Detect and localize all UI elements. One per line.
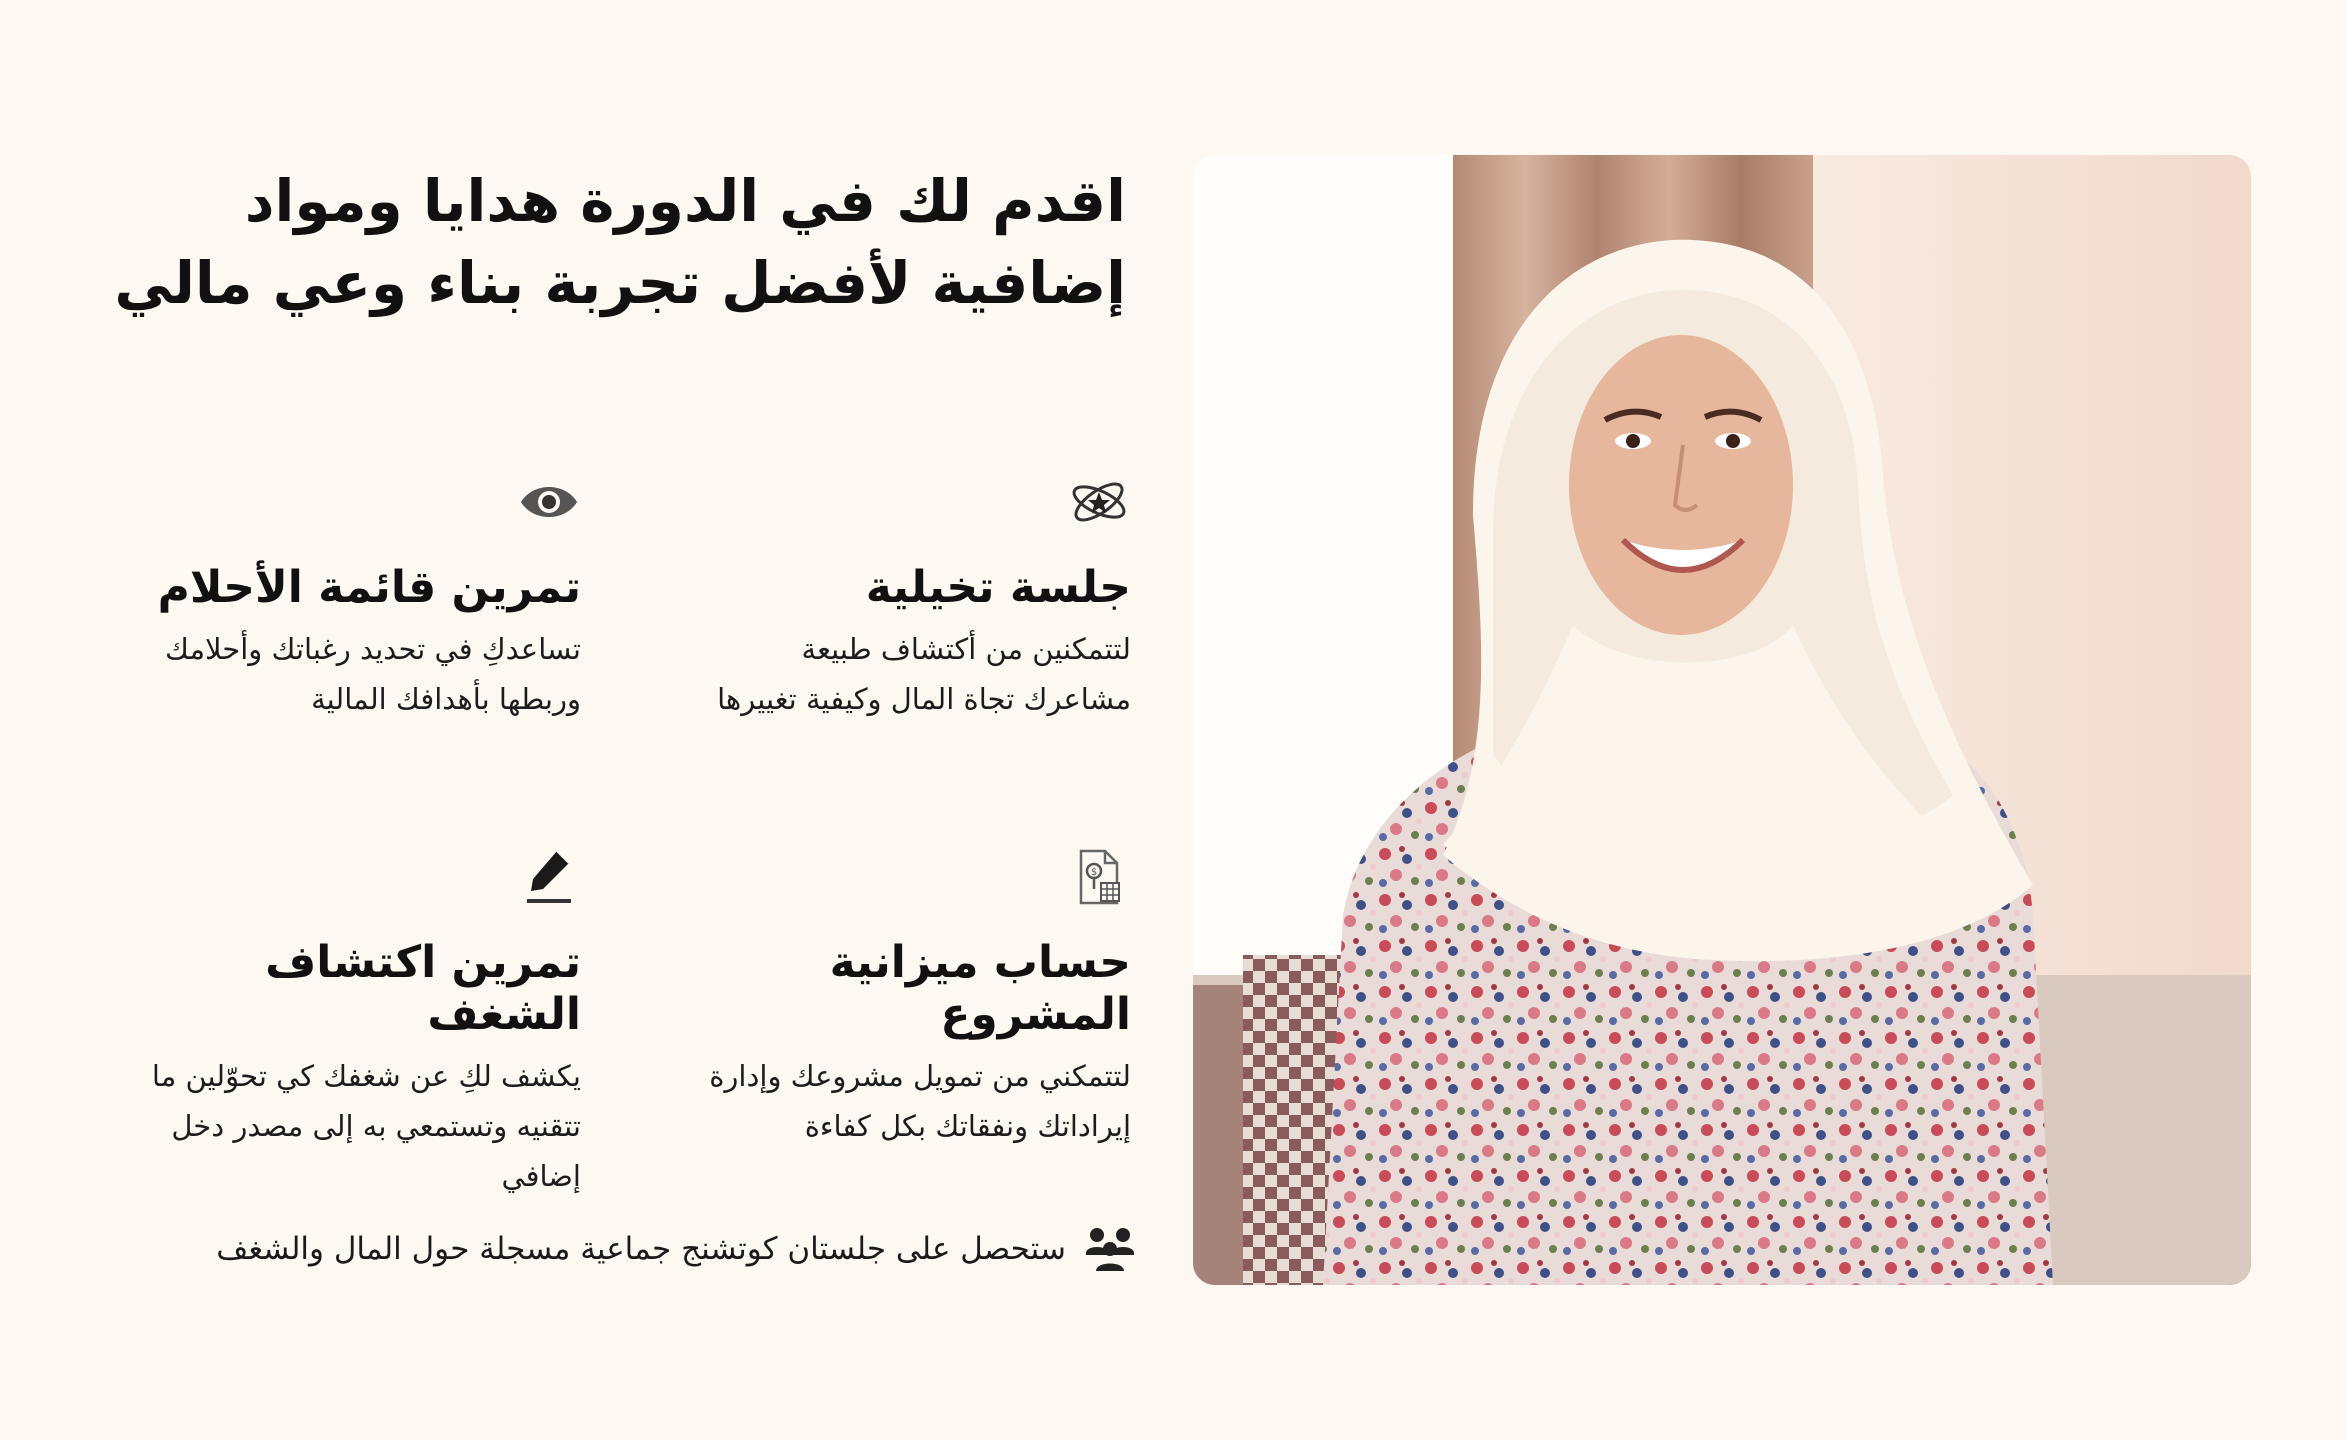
- budget-document-icon: [1067, 845, 1131, 909]
- feature-card-passion-discovery: [151, 845, 581, 1201]
- feature-title: تمرين قائمة الأحلام: [157, 562, 581, 613]
- feature-title: تمرين اكتشاف الشغف: [265, 937, 581, 1040]
- feature-description: يكشف لكِ عن شغفك كي تحوّلين ما تتقنيه وتستمعي به إلى مصدر دخل إضافي: [151, 1059, 581, 1193]
- eye-icon: [517, 470, 581, 534]
- feature-card-dream-list: [151, 470, 581, 724]
- group-people-icon: [1084, 1225, 1136, 1273]
- pen-icon: [517, 845, 581, 909]
- feature-card-project-budget: [701, 845, 1131, 1151]
- feature-description: لتتمكنين من أكتشاف طبيعة مشاعرك تجاة المال وكيفية تغييرها: [717, 632, 1131, 716]
- feature-description: تساعدكِ في تحديد رغباتك وأحلامك وربطها بأهدافك المالية: [165, 632, 581, 716]
- coaching-sessions-text: ستحصل على جلستان كوتشنج جماعية مسجلة حول المال والشغف: [216, 1231, 1066, 1267]
- feature-card-visualization-session: [701, 470, 1131, 724]
- feature-title: حساب ميزانية المشروع: [829, 937, 1131, 1040]
- portrait-photo: [1193, 155, 2251, 1285]
- coaching-sessions-note: [216, 1225, 1136, 1273]
- feature-description: لتتمكني من تمويل مشروعك وإدارة إيراداتك ونفقاتك بكل كفاءة: [709, 1059, 1131, 1143]
- page-title: اقدم لك في الدورة هدايا ومواد إضافية لأفضل تجربة بناء وعي مالي: [114, 167, 1126, 317]
- svg-text:$: $: [1090, 867, 1098, 878]
- atom-star-icon: [1067, 470, 1131, 534]
- feature-title: جلسة تخيلية: [865, 562, 1131, 613]
